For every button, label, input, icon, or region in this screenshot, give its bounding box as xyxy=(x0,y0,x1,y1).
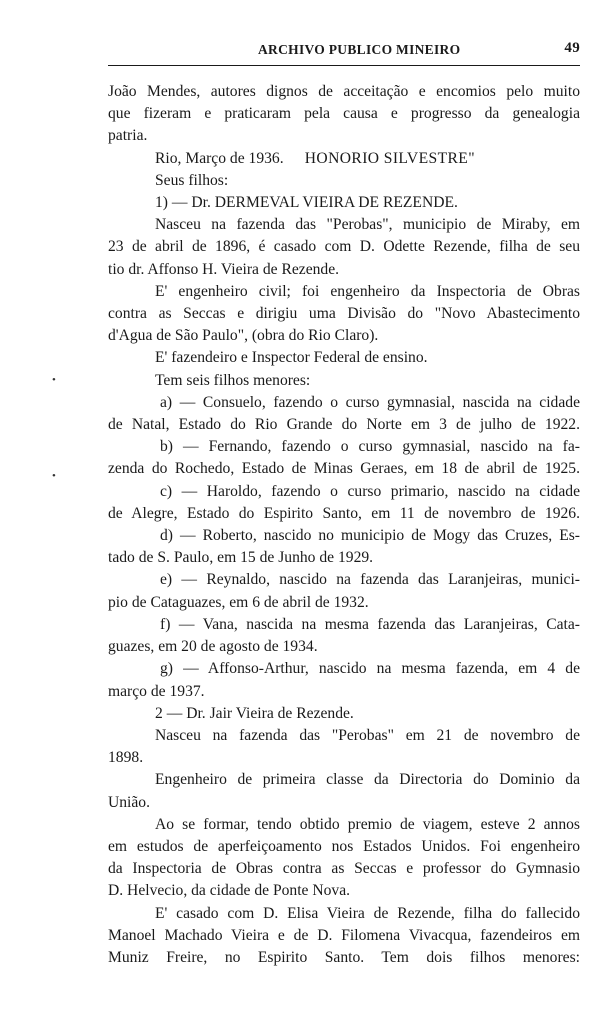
text-line: Nasceu na fazenda das "Perobas", municipio de Miraby, em xyxy=(155,216,580,234)
text-line: zenda do Rochedo, Estado de Minas Geraes, em 18 de abril de 1925. xyxy=(108,460,580,478)
margin-mark: • xyxy=(52,470,56,482)
text-line: Ao se formar, tendo obtido premio de viagem, esteve 2 annos xyxy=(155,815,580,833)
signature: HONORIO SILVESTRE" xyxy=(304,149,475,167)
text-line: Engenheiro de primeira classe da Directoria do Dominio da xyxy=(155,771,580,789)
list-item: d) — Roberto, nascido no municipio de Mogy das Cruzes, Es- xyxy=(160,527,580,545)
text-line: guazes, em 20 de agosto de 1934. xyxy=(108,638,318,656)
text-line: E' engenheiro civil; foi engenheiro da Inspectoria de Obras xyxy=(155,282,580,300)
text-line: tio dr. Affonso H. Vieira de Rezende. xyxy=(108,260,340,278)
page-number: 49 xyxy=(564,40,580,56)
text-line: de Alegre, Estado do Espirito Santo, em 11 de novembro de 1926. xyxy=(108,504,580,522)
list-item: b) — Fernando, fazendo o curso gymnasial, nascido na fa- xyxy=(160,438,580,456)
list-item: g) — Affonso-Arthur, nascido na mesma fazenda, em 4 de xyxy=(160,660,580,678)
text-line: João Mendes, autores dignos de acceitação e encomios pelo muito xyxy=(108,83,580,100)
text-line: E' fazendeiro e Inspector Federal de ensino. xyxy=(155,349,428,367)
text-line: tado de S. Paulo, em 15 de Junho de 1929. xyxy=(108,549,374,567)
text-line: Nasceu na fazenda das "Perobas" em 21 de novembro de xyxy=(155,726,580,744)
section-heading: 1) — Dr. DERMEVAL VIEIRA DE REZENDE. xyxy=(155,194,458,212)
text-line: Seus filhos: xyxy=(155,171,229,189)
text-line: d'Agua de São Paulo", (obra do Rio Claro). xyxy=(108,327,379,345)
text-line: março de 1937. xyxy=(108,682,205,700)
text-line: pio de Cataguazes, em 6 de abril de 1932. xyxy=(108,593,369,611)
text-line: Muniz Freire, no Espirito Santo. Tem dois filhos menores: xyxy=(108,948,580,966)
text-line: da Inspectoria de Obras contra as Seccas e professor do Gymnasio xyxy=(108,860,580,878)
text-line: União. xyxy=(108,793,151,811)
margin-mark: • xyxy=(52,374,56,386)
text-line: Manoel Machado Vieira e de D. Filomena Vivacqua, fazendeiros em xyxy=(108,926,580,944)
section-heading: 2 — Dr. Jair Vieira de Rezende. xyxy=(155,704,354,722)
body-text xyxy=(108,81,580,969)
text-line: D. Helvecio, da cidade de Ponte Nova. xyxy=(108,882,351,900)
text-line: 23 de abril de 1896, é casado com D. Odette Rezende, filha de seu xyxy=(108,238,580,256)
list-item: c) — Haroldo, fazendo o curso primario, nascido na cidade xyxy=(160,482,580,500)
text-line: 1898. xyxy=(108,749,144,767)
list-item: f) — Vana, nascida na mesma fazenda das Laranjeiras, Cata- xyxy=(160,615,580,633)
text-line: que fizeram e praticaram pela causa e progresso da genealogia xyxy=(108,105,580,123)
list-item: a) — Consuelo, fazendo o curso gymnasial, nascida na cidade xyxy=(160,393,580,411)
date-line: Rio, Março de 1936. xyxy=(155,149,284,167)
page-header xyxy=(108,40,580,62)
running-title: ARCHIVO PUBLICO MINEIRO xyxy=(258,42,461,57)
text-line: Tem seis filhos menores: xyxy=(155,371,311,389)
header-rule xyxy=(108,65,580,66)
list-item: e) — Reynaldo, nascido na fazenda das Laranjeiras, munici- xyxy=(160,571,580,589)
text-line: em estudos de aperfeiçoamento nos Estados Unidos. Foi engenheiro xyxy=(108,837,580,855)
text-line: patria. xyxy=(108,127,148,145)
text-line: E' casado com D. Elisa Vieira de Rezende, filha do fallecido xyxy=(155,904,580,922)
text-line: de Natal, Estado do Rio Grande do Norte em 3 de julho de 1922. xyxy=(108,416,580,434)
text-line: contra as Seccas e dirigiu uma Divisão do "Novo Abastecimento xyxy=(108,305,580,323)
